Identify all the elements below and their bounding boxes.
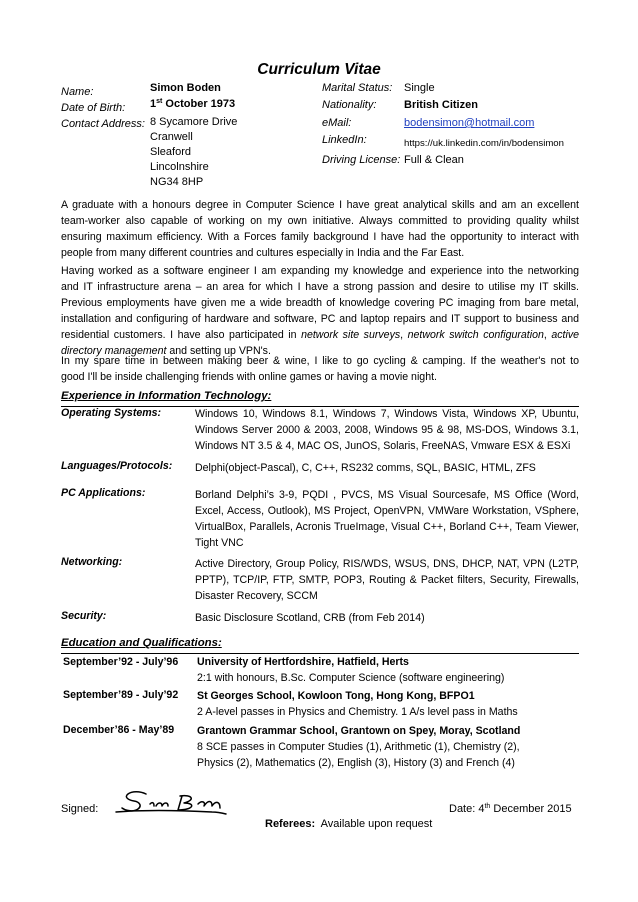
- nationality-label: Nationality:: [322, 99, 377, 111]
- it-row-value: [195, 556, 579, 604]
- text-line: Excel, Access, Outlook), MS Project, OpenVPN, VMWare Workstation, VSphere,: [195, 505, 579, 517]
- text-line: Windows 10, Windows 8.1, Windows 7, Windows Vista, Windows XP, Ubuntu,: [195, 408, 579, 420]
- education-heading: Education and Qualifications:: [61, 637, 222, 649]
- dob-value: 1st October 1973: [150, 98, 236, 110]
- it-row-label: Operating Systems:: [61, 407, 162, 419]
- name-label: Name:: [61, 86, 94, 98]
- school-name: Grantown Grammar School, Grantown on Spey, Moray, Scotland: [197, 725, 521, 737]
- education-dates: September’92 - July’96: [63, 656, 179, 668]
- text-line: good I'll be inside challenging friends with online games or having a movie night.: [61, 371, 437, 383]
- education-entry: [197, 723, 520, 771]
- text-line: VirtualBox, Parallels, Acronis TrueImage, Visual C++, Borland C++, Team Viewer,: [195, 521, 579, 533]
- it-row-label: PC Applications:: [61, 487, 146, 499]
- text-line: 8 SCE passes in Computer Studies (1), Arithmetic (1), Chemistry (2),: [197, 741, 520, 753]
- page-title: Curriculum Vitae: [257, 61, 381, 78]
- text-line: 2:1 with honours, B.Sc. Computer Science (software engineering): [197, 672, 505, 684]
- email-link[interactable]: bodensimon@hotmail.com: [404, 117, 535, 129]
- text-line: Disaster Recovery, SCCM: [195, 590, 318, 602]
- text-line: 2 A-level passes in Physics and Chemistry. 1 A/s level pass in Maths: [197, 706, 518, 718]
- email-label: eMail:: [322, 117, 352, 129]
- text-line: ensuring maximum efficiency. With a Forces family background I have had the opportunity to interact with: [61, 231, 579, 243]
- school-name: St Georges School, Kowloon Tong, Hong Kong, BFPO1: [197, 690, 475, 702]
- it-row-label: Languages/Protocols:: [61, 460, 173, 472]
- text-line: Delphi(object-Pascal), C, C++, RS232 comms, SQL, BASIC, HTML, ZFS: [195, 462, 536, 474]
- it-row-value: [195, 487, 579, 551]
- address-line: 8 Sycamore Drive: [150, 116, 238, 128]
- text-line: Borland Delphi’s 3-9, PQDI , PVCS, MS Visual Sourcesafe, MS Office (Word,: [195, 489, 579, 501]
- linkedin-url[interactable]: https://uk.linkedin.com/in/bodensimon: [404, 138, 564, 149]
- text-line: installation and configuring of hardware and software, PC and laptop repairs and IT support to business and: [61, 313, 579, 325]
- text-line: Having worked as a software engineer I am expanding my knowledge and experience into the networking: [61, 265, 579, 277]
- address-line: NG34 8HP: [150, 176, 204, 188]
- education-dates: December’86 - May’89: [63, 724, 175, 736]
- marital-label: Marital Status:: [322, 82, 393, 94]
- address-line: Lincolnshire: [150, 161, 209, 173]
- nationality-value: British Citizen: [404, 99, 478, 111]
- text-line: Previous employments have given me a wide breadth of knowledge covering PC imaging from bare metal,: [61, 297, 579, 309]
- marital-value: Single: [404, 82, 435, 94]
- text-line: Active Directory, Group Policy, RIS/WDS, WSUS, DNS, DHCP, NAT, VPN (L2TP,: [195, 558, 579, 570]
- school-name: University of Hertfordshire, Hatfield, Herts: [197, 656, 409, 668]
- address-label: Contact Address:: [61, 118, 145, 130]
- education-entry: [197, 654, 504, 686]
- dob-label: Date of Birth:: [61, 102, 126, 114]
- referees-label: Referees:: [265, 818, 316, 830]
- education-dates: September’89 - July’92: [63, 689, 179, 701]
- it-experience-heading: Experience in Information Technology:: [61, 390, 272, 402]
- education-entry: [197, 688, 518, 720]
- signature-image: [112, 788, 230, 822]
- text-line: Windows Server 2000 & 2003, 2008, Windows 95 & 98, MS-DOS, Windows 3.1,: [195, 424, 579, 436]
- name-value: Simon Boden: [150, 82, 221, 94]
- text-line: team-worker also capable of working on my own initiative. Always committed to providing quality whilst: [61, 215, 579, 227]
- text-line: A graduate with a honours degree in Computer Science I have great analytical skills and am an excellent: [61, 199, 579, 211]
- text-line: In my spare time in between making beer & wine, I like to go cycling & camping. If the weather's not to: [61, 355, 579, 367]
- it-row-value: [195, 610, 579, 626]
- referees-line: [265, 818, 432, 830]
- text-line: directory management and setting up VPN's.: [61, 345, 271, 357]
- text-line: Tight VNC: [195, 537, 244, 549]
- summary-paragraph-2: [61, 263, 579, 359]
- summary-paragraph-3: [61, 353, 579, 385]
- text-line: Windows NT 3.5 & 4, MAC OS, JunOS, Solaris, FreeNAS, Vmware ESX & ESXi: [195, 440, 571, 452]
- text-line: residential customers. I have also participated in network site surveys, network switch configuration, active: [61, 329, 580, 341]
- text-line: and IT infrastructure arena – an area for which I have a strong passion and desire to utilise my IT skills.: [61, 281, 579, 293]
- driving-license-value: Full & Clean: [404, 154, 464, 166]
- it-row-value: [195, 460, 579, 476]
- it-row-value: [195, 406, 579, 454]
- address-line: Cranwell: [150, 131, 193, 143]
- text-line: PPTP), TCP/IP, FTP, SMTP, POP3, Routing & Packet filters, Security, Firewalls,: [195, 574, 579, 586]
- signature-date: Date: 4th December 2015: [449, 803, 572, 815]
- it-row-label: Networking:: [61, 556, 123, 568]
- text-line: Physics (2), Mathematics (2), English (3), History (3) and French (4): [197, 757, 515, 769]
- it-row-label: Security:: [61, 610, 107, 622]
- summary-paragraph-1: [61, 197, 579, 261]
- linkedin-label: LinkedIn:: [322, 134, 367, 146]
- referees-value: Available upon request: [315, 818, 433, 830]
- signed-label: Signed:: [61, 803, 99, 815]
- driving-license-label: Driving License:: [322, 154, 401, 166]
- text-line: people from many different countries and cultures especially in India and the Far East.: [61, 247, 465, 259]
- text-line: Basic Disclosure Scotland, CRB (from Feb 2014): [195, 612, 425, 624]
- address-line: Sleaford: [150, 146, 191, 158]
